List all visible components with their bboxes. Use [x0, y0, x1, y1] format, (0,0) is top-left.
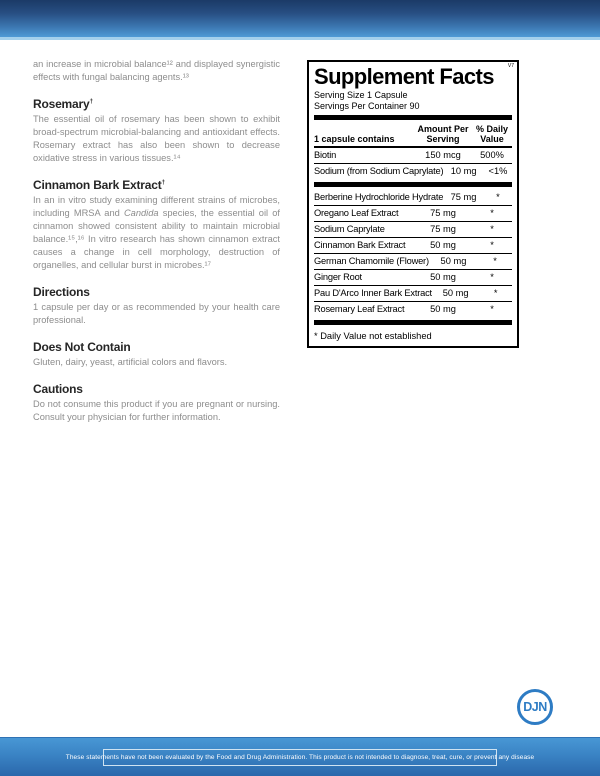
heading-text: Does Not Contain: [33, 340, 131, 354]
ingredient-name: German Chamomile (Flower): [314, 256, 429, 266]
ingredient-amount: 50 mg: [440, 256, 467, 266]
supplement-facts-title-row: [314, 64, 512, 90]
ingredient-daily-value: <1%: [488, 166, 508, 176]
thick-divider-bar: [314, 320, 512, 325]
column-header-amount: Amount Per Serving: [417, 124, 469, 144]
ingredient-daily-value: *: [490, 208, 494, 218]
intro-paragraph: an increase in microbial balance¹² and displayed synergistic effects with fungal balancing agents.¹³: [33, 59, 280, 82]
ingredient-daily-value: *: [493, 288, 498, 298]
table-row: [314, 254, 512, 270]
section-does-not-contain-body: Gluten, dairy, yeast, artificial colors and flavors.: [33, 357, 228, 367]
ingredient-name: Biotin: [314, 150, 337, 160]
ingredient-amount: 50 mg: [430, 272, 456, 282]
heading-text: Cinnamon Bark Extract: [33, 178, 162, 192]
daily-value-footnote: * Daily Value not established: [314, 331, 432, 341]
table-row: [314, 222, 512, 238]
ingredient-amount: 75 mg: [430, 208, 456, 218]
ingredient-daily-value: 500%: [480, 150, 504, 160]
section-rosemary-body: The essential oil of rosemary has been shown to exhibit broad-spectrum microbial-balancing and antioxidant effects. Rosemary extract has also been shown to decrease oxidative stress in various tissues.¹⁴: [33, 114, 280, 163]
ingredient-amount: 10 mg: [450, 166, 477, 176]
dagger-mark: †: [161, 179, 165, 186]
ingredient-name: Sodium Caprylate: [314, 224, 385, 234]
ingredient-name: Rosemary Leaf Extract: [314, 304, 405, 314]
table-row: [314, 190, 512, 206]
top-banner-light-strip: [0, 37, 600, 40]
heading-text: Directions: [33, 285, 90, 299]
ingredient-name: Berberine Hydrochloride Hydrate: [314, 192, 444, 202]
bottom-banner-gradient: [0, 737, 600, 776]
section-directions-heading: [33, 285, 280, 299]
column-header-daily-value: % Daily Value: [475, 124, 508, 144]
ingredient-amount: 50 mg: [442, 288, 469, 298]
section-rosemary-heading: [33, 97, 280, 111]
ingredient-daily-value: *: [490, 240, 494, 250]
ingredient-name: Cinnamon Bark Extract: [314, 240, 406, 250]
ingredient-daily-value: *: [493, 256, 497, 266]
section-does-not-contain: [33, 340, 280, 369]
body-text: In an in vitro study examining different strains of microbes, including MRSA and: [33, 195, 280, 218]
table-row: [314, 270, 512, 286]
ingredient-name: Pau D'Arco Inner Bark Extract: [314, 288, 432, 298]
heading-text: Cautions: [33, 382, 83, 396]
dagger-mark: †: [89, 98, 93, 105]
section-cautions-body: Do not consume this product if you are pregnant or nursing. Consult your physician for further information.: [33, 399, 280, 422]
left-text-column: [33, 58, 280, 424]
ingredient-name: Sodium (from Sodium Caprylate): [314, 166, 444, 176]
ingredient-name: Ginger Root: [314, 272, 362, 282]
heading-text: Rosemary: [33, 97, 90, 111]
ingredient-amount: 75 mg: [430, 224, 456, 234]
section-cinnamon-bark-extract: [33, 178, 280, 272]
section-cinnamon-body: [33, 194, 280, 272]
ingredient-daily-value: *: [496, 192, 500, 202]
ingredient-amount: 50 mg: [430, 304, 456, 314]
section-does-not-contain-heading: [33, 340, 280, 354]
djn-brand-logo: [517, 689, 553, 725]
ingredient-amount: 50 mg: [430, 240, 456, 250]
candida-italic-text: Candida: [123, 208, 159, 218]
top-banner-gradient: [0, 0, 600, 37]
ingredient-amount: 75 mg: [450, 192, 477, 202]
fda-disclaimer-box: [65, 749, 535, 766]
body-text: species, the essential oil of cinnamon showed consistent ability to maintain microbial balance.¹⁵,¹⁶ In vitro research has shown cinnamon extract causes a change in cell morphology, destruction of organelles, and cellular burst in microbes.¹⁷: [33, 208, 280, 270]
serving-size-line: Serving Size 1 Capsule: [314, 90, 408, 100]
table-row: [314, 164, 512, 179]
thick-divider-bar: [314, 115, 512, 120]
supplement-facts-title: Supplement Facts: [314, 64, 494, 89]
thick-divider-bar: [314, 182, 512, 187]
section-cautions-heading: [33, 382, 280, 396]
section-cautions: [33, 382, 280, 424]
ingredient-daily-value: *: [490, 224, 494, 234]
label-version-code: V7: [507, 63, 514, 69]
ingredient-name: Oregano Leaf Extract: [314, 208, 399, 218]
section-directions-body: 1 capsule per day or as recommended by your health care professional.: [33, 302, 280, 325]
section-cinnamon-heading: [33, 178, 280, 192]
table-row: [314, 302, 512, 317]
table-row: [314, 206, 512, 222]
section-rosemary: [33, 97, 280, 165]
facts-table-header: [314, 123, 512, 148]
ingredient-amount: 150 mcg: [425, 150, 461, 160]
column-header-contains: 1 capsule contains: [314, 134, 395, 144]
servings-per-container-line: Servings Per Container 90: [314, 101, 420, 111]
djn-logo-text: DJN: [523, 700, 547, 714]
ingredient-daily-value: *: [490, 272, 494, 282]
table-row: [314, 286, 512, 302]
ingredient-daily-value: *: [490, 304, 494, 314]
table-row: [314, 148, 512, 164]
supplement-facts-panel: [307, 60, 519, 348]
fda-disclaimer-text: These statements have not been evaluated by the Food and Drug Administration. This product is not intended to diagnose, treat, cure, or prevent any disease: [65, 754, 535, 761]
section-directions: [33, 285, 280, 327]
table-row: [314, 238, 512, 254]
